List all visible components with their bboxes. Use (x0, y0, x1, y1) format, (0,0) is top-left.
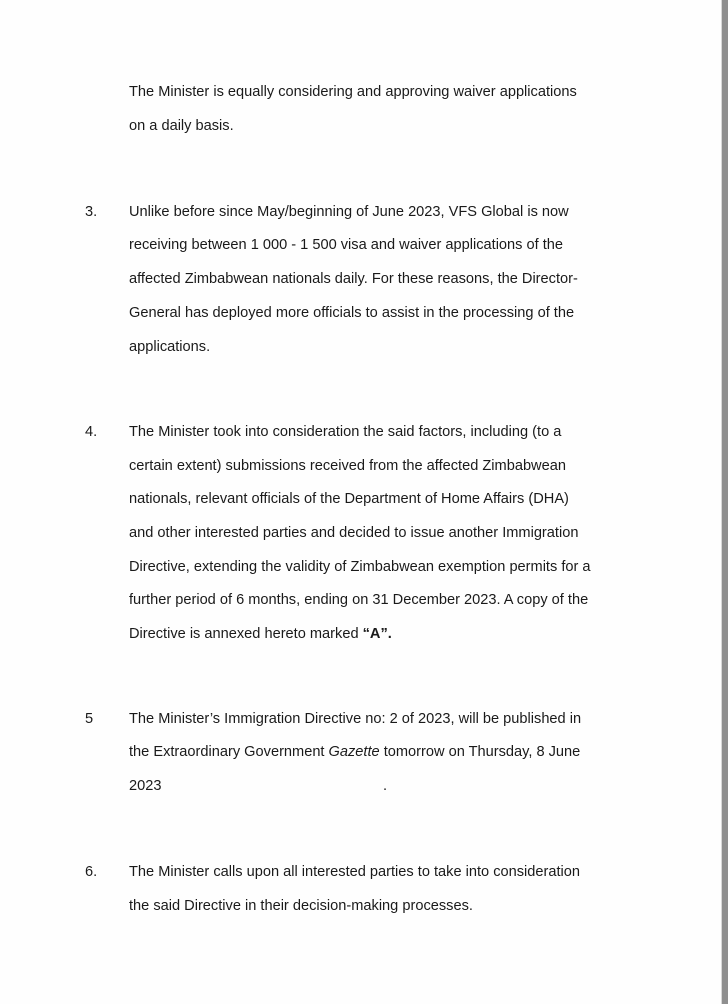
paragraph-line: applications. (129, 339, 211, 355)
paragraph-line: 2023 (129, 778, 162, 794)
paragraph-line: The Minister took into consideration the said factors, including (to a (129, 424, 562, 440)
paragraph-number: 6. (85, 864, 98, 880)
gazette-italic: Gazette (328, 744, 380, 760)
paragraph-line: General has deployed more officials to assist in the processing of the (129, 305, 575, 321)
paragraph-line: nationals, relevant officials of the Department of Home Affairs (DHA) (129, 491, 569, 507)
paragraph-line: The Minister calls upon all interested parties to take into consideration (129, 864, 581, 880)
paragraph-line: receiving between 1 000 - 1 500 visa and waiver applications of the (129, 237, 564, 253)
stray-period: . (383, 778, 388, 794)
paragraph-line: and other interested parties and decided to issue another Immigration (129, 525, 579, 541)
paragraph-line: certain extent) submissions received from the affected Zimbabwean (129, 458, 566, 474)
paragraph-line (129, 743, 580, 761)
line-text: Directive is annexed hereto marked (129, 626, 363, 642)
paragraph-line: the said Directive in their decision-making processes. (129, 898, 473, 914)
annex-marker: “A”. (362, 626, 392, 642)
paragraph-line: affected Zimbabwean nationals daily. For these reasons, the Director- (129, 271, 578, 287)
paragraph-number: 4. (85, 424, 98, 440)
line-text: tomorrow on Thursday, 8 June (379, 744, 581, 760)
paragraph-line: Unlike before since May/beginning of June 2023, VFS Global is now (129, 204, 569, 220)
paragraph-number: 3. (85, 204, 98, 220)
line-text: the Extraordinary Government (129, 744, 329, 760)
paragraph-number: 5 (85, 711, 94, 727)
page-edge-scrollbar (721, 0, 728, 1004)
paragraph-line: The Minister is equally considering and approving waiver applications (129, 84, 577, 100)
paragraph-line: on a daily basis. (129, 118, 234, 134)
paragraph-line: The Minister’s Immigration Directive no: 2 of 2023, will be published in (129, 711, 582, 727)
paragraph-line (129, 625, 392, 643)
paragraph-line: Directive, extending the validity of Zimbabwean exemption permits for a (129, 559, 591, 575)
paragraph-line: further period of 6 months, ending on 31 December 2023. A copy of the (129, 592, 589, 608)
